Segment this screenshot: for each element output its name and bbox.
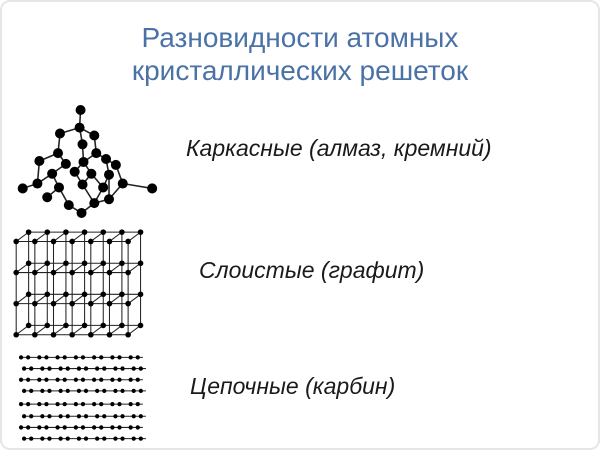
page-title [2,22,598,88]
title-line-2: кристаллических решеток [131,54,469,86]
diamond-lattice-image [8,100,160,220]
graphite-lattice-drawing [12,228,152,342]
label-chain: Цепочные (карбин) [190,373,396,399]
graphite-lattice-image [12,228,152,342]
diamond-lattice-drawing [8,100,160,220]
label-framework: Каркасные (алмаз, кремний) [186,135,492,161]
carbyne-lattice-image [17,354,153,442]
carbyne-lattice-drawing [17,354,153,442]
label-layered: Слоистые (графит) [199,257,425,283]
title-line-1: Разновидности атомных [141,22,459,53]
